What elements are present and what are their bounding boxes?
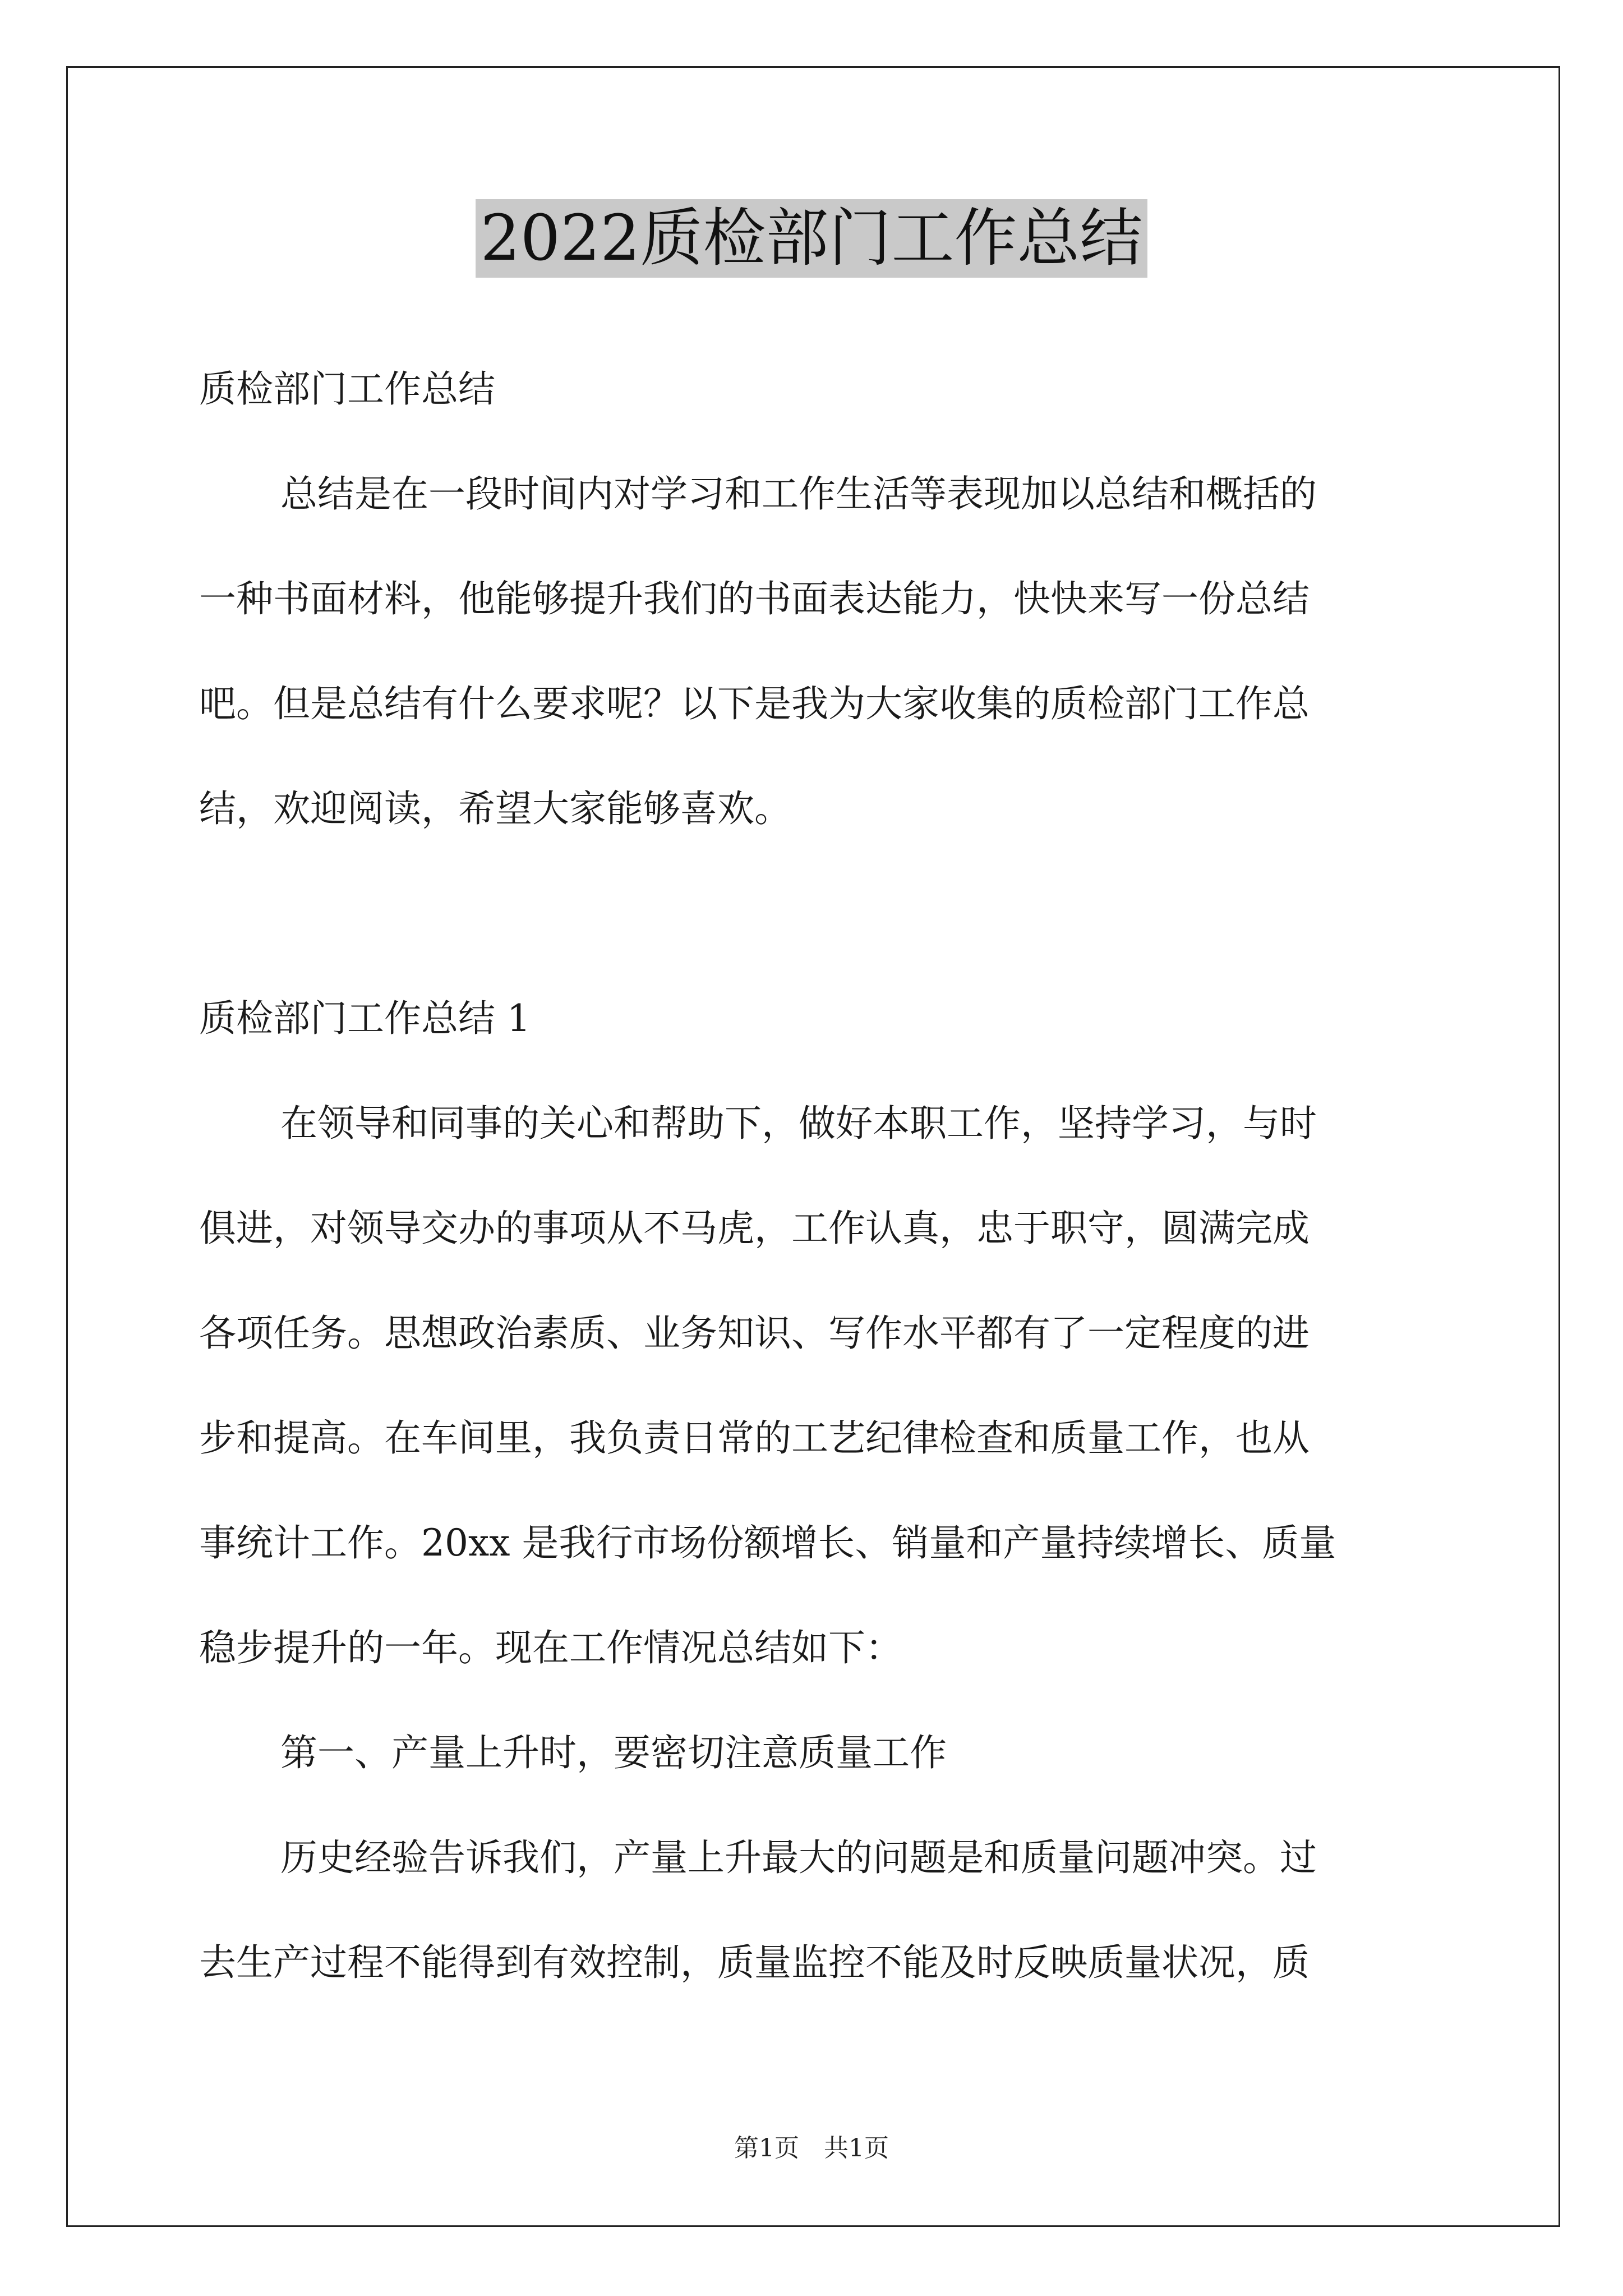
intro-paragraph-line: 吧。但是总结有什么要求呢？以下是我为大家收集的质检部门工作总 xyxy=(199,682,1310,725)
point-paragraph-line: 历史经验告诉我们，产量上升最大的问题是和质量问题冲突。过 xyxy=(280,1836,1317,1879)
point-heading: 第一、产量上升时，要密切注意质量工作 xyxy=(280,1731,947,1774)
intro-heading: 质检部门工作总结 xyxy=(199,367,495,411)
intro-paragraph-line: 一种书面材料，他能够提升我们的书面表达能力，快快来写一份总结 xyxy=(199,577,1310,620)
section-paragraph-line: 稳步提升的一年。现在工作情况总结如下： xyxy=(199,1626,902,1669)
section-heading: 质检部门工作总结 1 xyxy=(199,997,531,1040)
page-footer: 第1页 共1页 xyxy=(734,2134,889,2162)
section-paragraph-line: 事统计工作。20xx 是我行市场份额增长、销量和产量持续增长、质量 xyxy=(199,1521,1336,1565)
title-container xyxy=(0,199,1623,278)
document-title: 2022质检部门工作总结 xyxy=(476,199,1147,278)
paragraph-gap xyxy=(199,861,1433,966)
section-paragraph-line: 各项任务。思想政治素质、业务知识、写作水平都有了一定程度的进 xyxy=(199,1312,1310,1355)
section-paragraph-line: 在领导和同事的关心和帮助下，做好本职工作，坚持学习，与时 xyxy=(280,1102,1317,1145)
point-paragraph-line: 去生产过程不能得到有效控制，质量监控不能及时反映质量状况，质 xyxy=(199,1941,1310,1984)
section-paragraph-line: 俱进，对领导交办的事项从不马虎，工作认真，忠于职守，圆满完成 xyxy=(199,1207,1310,1250)
intro-paragraph-line: 结，欢迎阅读，希望大家能够喜欢。 xyxy=(199,787,791,830)
section-paragraph-line: 步和提高。在车间里，我负责日常的工艺纪律检查和质量工作，也从 xyxy=(199,1416,1310,1460)
intro-paragraph-line: 总结是在一段时间内对学习和工作生活等表现加以总结和概括的 xyxy=(280,472,1317,516)
document-body xyxy=(199,337,1433,2015)
